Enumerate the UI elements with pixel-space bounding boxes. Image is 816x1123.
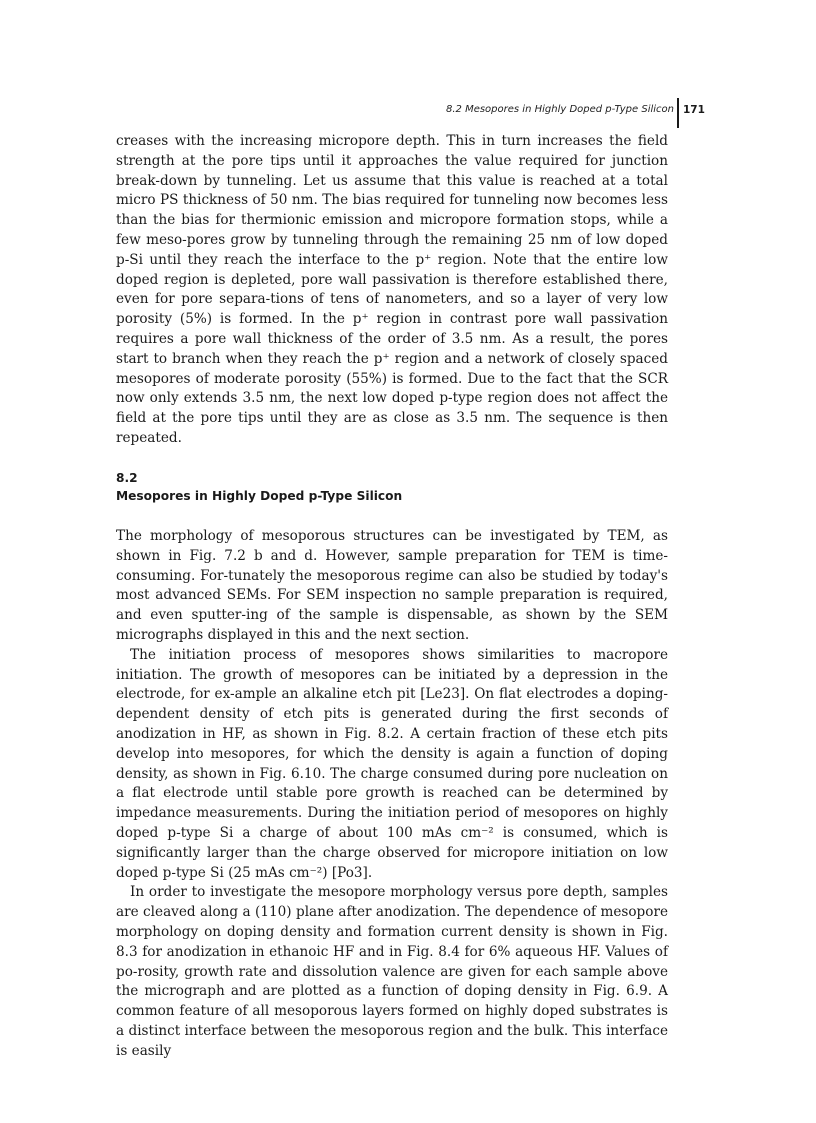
continuation-paragraph: creases with the increasing micropore depth. This in turn increases the field strength at the pore tips until it approaches the value required for junction break-down by tunneling. Let us assume that this value is reached at a total micro PS thickness of 50 nm. The bias required for tunneling now becomes less than the bias for thermionic emission and micropore formation stops, while a few meso-pores grow by tunneling through the remaining 25 nm of low doped p-Si until they reach the interface to the p⁺ region. Note that the entire low doped region is depleted, pore wall passivation is therefore established there, even for pore separa-tions of tens of nanometers, and so a layer of very low porosity (5%) is formed. In the p⁺ region in contrast pore wall passivation requires a pore wall thickness of the order of 3.5 nm. As a result, the pores start to branch when they reach the p⁺ region and a network of closely spaced mesopores of moderate porosity (55%) is formed. Due to the fact that the SCR now only extends 3.5 nm, the next low doped p-type region does not affect the field at the pore tips until they are as close as 3.5 nm. The sequence is then repeated.	[116, 133, 668, 446]
page-number: 171	[683, 104, 705, 116]
section-number: 8.2	[116, 471, 138, 485]
continuation-text	[116, 132, 668, 449]
section-title: Mesopores in Highly Doped p-Type Silicon	[116, 489, 403, 503]
body-paragraph-2: The initiation process of mesopores shows similarities to macropore initiation. The growth of mesopores can be initiated by a depression in the electrode, for ex-ample an alkaline etch pit [Le23]. On flat electrodes a doping-dependent density of etch pits is generated during the first seconds of anodization in HF, as shown in Fig. 8.2. A certain fraction of these etch pits develop into mesopores, for which the density is again a function of doping density, as shown in Fig. 6.10. The charge consumed during pore nucleation on a flat electrode until stable pore growth is reached can be determined by impedance measurements. During the initiation period of mesopores on highly doped p-type Si a charge of about 100 mAs cm⁻² is consumed, which is significantly larger than the charge observed for micropore initiation on low doped p-type Si (25 mAs cm⁻²) [Po3].	[116, 646, 668, 881]
header-rule	[677, 98, 679, 128]
section-body	[116, 527, 668, 1062]
body-paragraph-3: In order to investigate the mesopore morphology versus pore depth, samples are cleaved along a (110) plane after anodization. The dependence of mesopore morphology on doping density and formation current density is shown in Fig. 8.3 for anodization in ethanoic HF and in Fig. 8.4 for 6% aqueous HF. Values of po-rosity, growth rate and dissolution valence are given for each sample above the micrograph and are plotted as a function of doping density in Fig. 6.9. A common feature of all mesoporous layers formed on highly doped substrates is a distinct interface between the mesoporous region and the bulk. This interface is easily	[116, 884, 668, 1059]
running-head: 8.2 Mesopores in Highly Doped p-Type Silicon	[445, 104, 674, 115]
body-paragraph-1: The morphology of mesoporous structures can be investigated by TEM, as shown in Fig. 7.2 b and d. However, sample preparation for TEM is time-consuming. For-tunately the mesoporous regime can also be studied by today's most advanced SEMs. For SEM inspection no sample preparation is required, and even sputter-ing of the sample is dispensable, as shown by the SEM micrographs displayed in this and the next section.	[116, 528, 668, 643]
